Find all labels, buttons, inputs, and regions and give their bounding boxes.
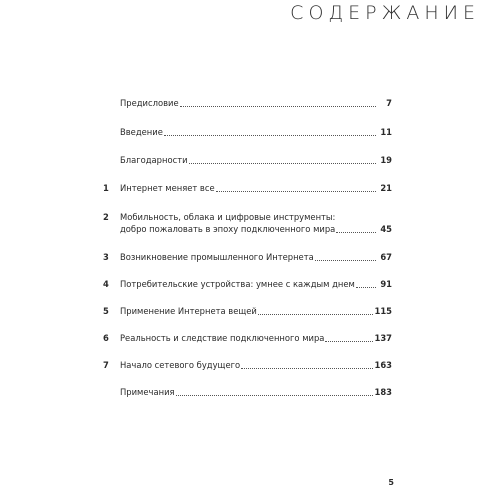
entry-page: 91: [380, 279, 392, 289]
entry-page: 67: [380, 252, 392, 262]
leader-dots: [176, 395, 373, 396]
chapter-number: 5: [103, 306, 109, 316]
leader-dots: [315, 260, 376, 261]
entry-page: 19: [380, 155, 392, 165]
entry-page: 137: [374, 333, 392, 343]
entry-page: 183: [374, 387, 392, 397]
entry-title: Применение Интернета вещей: [120, 306, 257, 316]
entry-page: 163: [374, 360, 392, 370]
leader-dots: [258, 314, 373, 315]
entry-page: 11: [380, 127, 392, 137]
entry-title: Введение: [120, 127, 163, 137]
leader-dots: [336, 232, 376, 233]
entry-title-continued: добро пожаловать в эпоху подключенного мира: [120, 224, 336, 234]
entry-page: 115: [374, 306, 392, 316]
page-number: 5: [388, 478, 394, 487]
entry-title: Благодарности: [120, 155, 188, 165]
page-title: СОДЕРЖАНИЕ: [290, 2, 480, 24]
chapter-number: 3: [103, 252, 109, 262]
entry-title: Мобильность, облака и цифровые инструменты:: [120, 212, 336, 222]
entry-title: Начало сетевого будущего: [120, 360, 241, 370]
leader-dots: [325, 341, 372, 342]
entry-page: 21: [380, 183, 392, 193]
leader-dots: [189, 163, 376, 164]
entry-title: Потребительские устройства: умнее с каждым днем: [120, 279, 355, 289]
leader-dots: [180, 106, 376, 107]
entry-page: 7: [386, 98, 392, 108]
entry-page: 45: [380, 224, 392, 234]
leader-dots: [164, 135, 376, 136]
entry-title: Примечания: [120, 387, 175, 397]
leader-dots: [356, 287, 376, 288]
chapter-number: 6: [103, 333, 109, 343]
chapter-number: 1: [103, 183, 109, 193]
entry-title: Предисловие: [120, 98, 179, 108]
entry-title: Интернет меняет все: [120, 183, 215, 193]
leader-dots: [216, 191, 376, 192]
chapter-number: 7: [103, 360, 109, 370]
entry-title: Возникновение промышленного Интернета: [120, 252, 314, 262]
chapter-number: 2: [103, 212, 109, 222]
entry-title: Реальность и следствие подключенного мира: [120, 333, 325, 343]
leader-dots: [241, 368, 372, 369]
chapter-number: 4: [103, 279, 109, 289]
